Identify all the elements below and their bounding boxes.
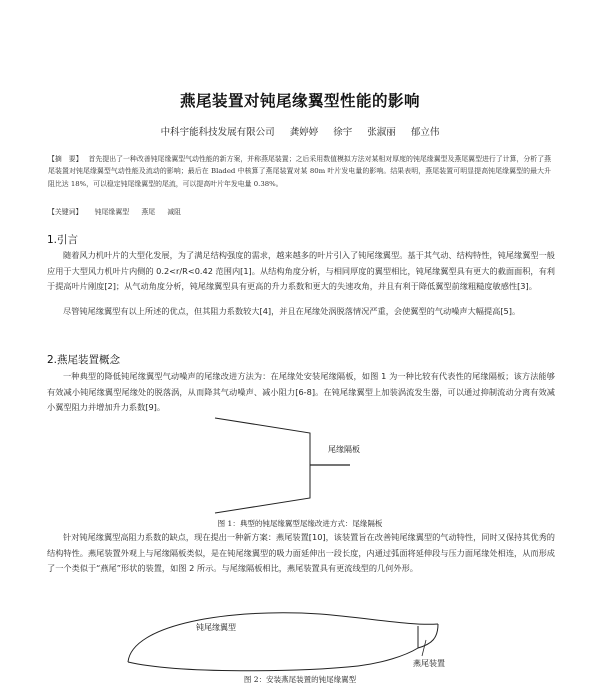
author-name: 郁立伟 bbox=[410, 127, 440, 138]
abstract-text: 首先提出了一种改善钝尾缘翼型气动性能的新方案，并称燕尾装置；之后采用数值模拟方法对某相对厚度的钝尾缘翼型及燕尾翼型进行了计算，分析了燕尾装置对钝尾缘翼型气动性能及流动的影响；最后在 Bladed 中核算了燕尾装置对某 80m 叶片发电量的影响。结果表明，燕尾装置可明显提高钝尾缘翼型的最大升阻比达 18%，可以稳定钝尾缘翼型的尾流，可以提高叶片年发电量 0.38%。 bbox=[48, 155, 551, 188]
figure-2-caption: 图 2：安装燕尾装置的钝尾缘翼型 bbox=[243, 675, 357, 684]
author-line bbox=[0, 124, 600, 138]
figure-1-label: 尾缘隔板 bbox=[328, 445, 360, 454]
affiliation: 中科宇能科技发展有限公司 bbox=[160, 127, 275, 138]
concept-paragraph-1: 一种典型的降低钝尾缘翼型气动噪声的尾缘改进方法为：在尾缘处安装尾缘隔板，如图 1 为一种比较有代表性的尾缘隔板；该方法能够有效减小钝尾缘翼型尾缘处的脱落涡，从而降其气动噪声、减小阻力[6-8]。在钝尾缘翼型上加装涡流发生器，可以通过抑制流动分离有效减小翼型阻力并增加升力系数[9]。 bbox=[47, 371, 555, 413]
keyword: 钝尾缘翼型 bbox=[94, 208, 130, 216]
intro-paragraph-1: 随着风力机叶片的大型化发展，为了满足结构强度的需求，越来越多的叶片引入了钝尾缘翼型。基于其气动、结构特性，钝尾缘翼型一般应用于大型风力机叶片内侧的 0.2<r/R<0.42 范围内[1]。从结构角度分析，与相同厚度的翼型相比，钝尾缘翼型具有更大的截面面积，有利于提高叶片刚度[2]；从气动角度分析，钝尾缘翼型具有更高的升力系数和更大的失速攻角，并且有利于降低翼型前缘粗糙度敏感性[3]。 bbox=[47, 250, 555, 292]
keyword: 减阻 bbox=[167, 208, 182, 216]
intro-paragraph-2: 尽管钝尾缘翼型有以上所述的优点，但其阻力系数较大[4]，并且在尾缘处涡脱落情况严重，会使翼型的气动噪声大幅提高[5]。 bbox=[63, 306, 521, 316]
figure-1-caption: 图 1：典型的钝尾缘翼型尾缘改进方式：尾缘隔板 bbox=[217, 519, 383, 528]
paper-title: 燕尾装置对钝尾缘翼型性能的影响 bbox=[179, 92, 420, 110]
author-name: 张淑丽 bbox=[367, 127, 396, 138]
figure-2-diagram bbox=[120, 604, 460, 680]
keyword: 燕尾 bbox=[141, 208, 156, 216]
section-heading-intro: 1.引言 bbox=[47, 234, 79, 246]
keywords bbox=[48, 206, 191, 216]
figure-2-label-device: 燕尾装置 bbox=[413, 659, 445, 668]
abstract bbox=[48, 153, 551, 190]
author-name: 徐宇 bbox=[333, 127, 353, 138]
figure-2-label-airfoil: 钝尾缘翼型 bbox=[196, 623, 236, 632]
author-name: 龚婷婷 bbox=[289, 127, 319, 138]
section-heading-concept: 2.燕尾装置概念 bbox=[47, 354, 121, 366]
figure-1-diagram bbox=[205, 416, 365, 516]
abstract-label: 【摘 要】 bbox=[48, 155, 83, 163]
keywords-label: 【关键词】 bbox=[48, 208, 83, 216]
concept-paragraph-2: 针对钝尾缘翼型高阻力系数的缺点，现在提出一种新方案：燕尾装置[10]，该装置旨在改善钝尾缘翼型的气动特性，同时又保持其优秀的结构特性。燕尾装置外观上与尾缘隔板类似，是在钝尾缘翼型的吸力面延伸出一段长度，内通过弧面将延伸段与压力面尾缘处相连，从而形成了一个类似于“燕尾”形状的装置，如图 2 所示。与尾缘隔板相比，燕尾装置具有更流线型的几何外形。 bbox=[47, 532, 555, 574]
